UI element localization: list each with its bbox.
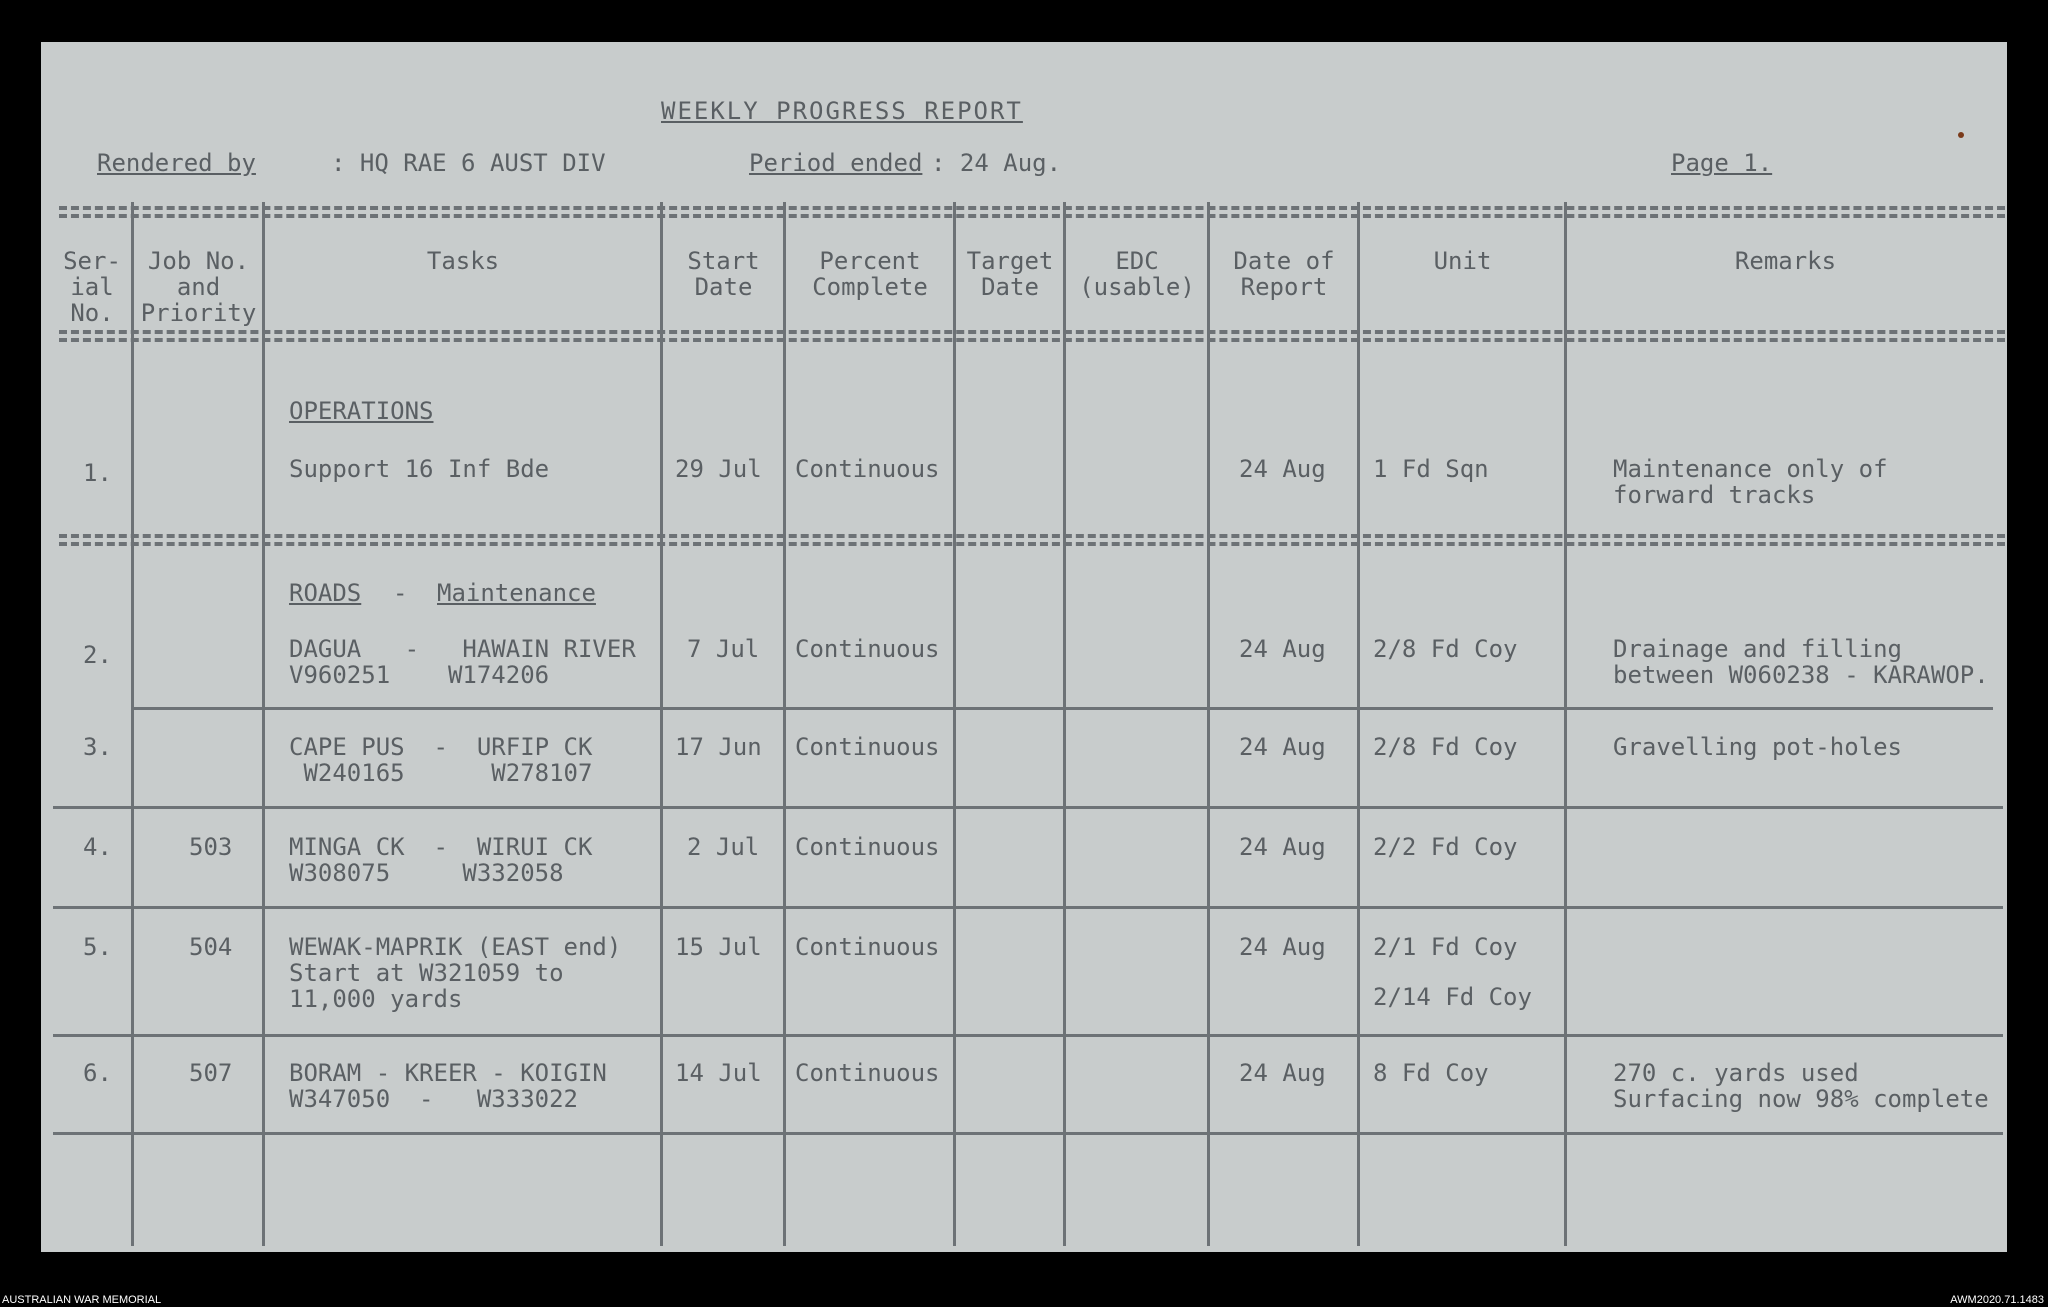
row-3-task: CAPE PUS - URFIP CK W240165 W278107 (289, 733, 593, 787)
column-header-date-of-report: Date of Report (1233, 247, 1335, 301)
row-5-unit-2: 2/14 Fd Coy (1373, 983, 1532, 1011)
row-1-start-date: 29 Jul (675, 455, 762, 483)
row-1-unit: 1 Fd Sqn (1373, 455, 1489, 483)
section-rule (59, 534, 2005, 546)
column-rule (660, 202, 663, 1246)
row-5-job: 504 (189, 933, 233, 961)
row-5-task: WEWAK-MAPRIK (EAST end) Start at W321059 to 11,000 yards (289, 933, 622, 1013)
column-header-remarks: Remarks (1734, 247, 1837, 275)
period-ended-value: : 24 Aug. (931, 149, 1062, 177)
row-1-serial: 1. (83, 459, 112, 487)
row-1-remarks: Maintenance only of forward tracks (1613, 455, 1888, 509)
column-rule (1357, 202, 1360, 1246)
row-2-percent: Continuous (795, 635, 940, 663)
column-rule (1207, 202, 1210, 1246)
row-4-job: 503 (189, 833, 233, 861)
row-5-percent: Continuous (795, 933, 940, 961)
column-header-tasks: Tasks (426, 247, 500, 275)
column-header-percent: Percent Complete (812, 247, 928, 301)
row-2-report-date: 24 Aug (1239, 635, 1326, 663)
column-header-serial: Ser- ial No. (63, 247, 121, 327)
column-header-unit: Unit (1433, 247, 1492, 275)
column-rule (953, 202, 956, 1246)
archive-reference: AWM2020.71.1483 (1950, 1294, 2044, 1306)
row-4-percent: Continuous (795, 833, 940, 861)
column-header-target-date: Target Date (966, 247, 1054, 301)
section-operations: OPERATIONS (289, 397, 434, 425)
row-rule (53, 1132, 2003, 1135)
row-2-task: DAGUA - HAWAIN RIVER V960251 W174206 (289, 635, 636, 689)
row-3-start-date: 17 Jun (675, 733, 762, 761)
archive-credit: AUSTRALIAN WAR MEMORIAL (2, 1294, 162, 1306)
column-rule (1063, 202, 1066, 1246)
row-6-remarks: 270 c. yards used Surfacing now 98% complete (1613, 1059, 1989, 1113)
row-6-percent: Continuous (795, 1059, 940, 1087)
row-3-percent: Continuous (795, 733, 940, 761)
row-3-remarks: Gravelling pot-holes (1613, 733, 1902, 761)
column-header-start-date: Start Date (687, 247, 760, 301)
row-4-report-date: 24 Aug (1239, 833, 1326, 861)
page-number: Page 1. (1671, 149, 1773, 177)
row-4-start-date: 2 Jul (687, 833, 760, 861)
row-2-remarks: Drainage and filling between W060238 - KARAWOP. (1613, 635, 1989, 689)
row-6-task: BORAM - KREER - KOIGIN W347050 - W333022 (289, 1059, 607, 1113)
row-2-start-date: 7 Jul (687, 635, 760, 663)
row-3-unit: 2/8 Fd Coy (1373, 733, 1518, 761)
row-5-start-date: 15 Jul (675, 933, 762, 961)
row-3-report-date: 24 Aug (1239, 733, 1326, 761)
row-4-unit: 2/2 Fd Coy (1373, 833, 1518, 861)
row-6-report-date: 24 Aug (1239, 1059, 1326, 1087)
row-4-task: MINGA CK - WIRUI CK W308075 W332058 (289, 833, 593, 887)
column-rule (262, 202, 265, 1246)
paper-mark (1958, 132, 1964, 138)
row-rule (53, 806, 2003, 809)
column-rule (131, 202, 134, 1246)
section-roads: ROADS (289, 579, 362, 607)
row-1-task: Support 16 Inf Bde (289, 455, 550, 483)
document-page (41, 42, 2007, 1252)
row-1-report-date: 24 Aug (1239, 455, 1326, 483)
row-6-serial: 6. (83, 1059, 112, 1087)
row-6-start-date: 14 Jul (675, 1059, 762, 1087)
section-dash: - (393, 579, 408, 607)
header-top-rule (59, 206, 2005, 218)
rendered-by-value: : HQ RAE 6 AUST DIV (331, 149, 606, 177)
row-5-unit: 2/1 Fd Coy (1373, 933, 1518, 961)
column-header-edc: EDC (usable) (1079, 247, 1195, 301)
row-1-percent: Continuous (795, 455, 940, 483)
row-5-report-date: 24 Aug (1239, 933, 1326, 961)
header-bottom-rule (59, 330, 2005, 342)
row-2-unit: 2/8 Fd Coy (1373, 635, 1518, 663)
row-6-job: 507 (189, 1059, 233, 1087)
column-rule (783, 202, 786, 1246)
period-ended-label: Period ended (749, 149, 923, 177)
row-4-serial: 4. (83, 833, 112, 861)
row-5-serial: 5. (83, 933, 112, 961)
row-rule (53, 1034, 2003, 1037)
row-2-serial: 2. (83, 641, 112, 669)
rendered-by-label: Rendered by (97, 149, 256, 177)
row-3-serial: 3. (83, 733, 112, 761)
column-header-job: Job No. and Priority (140, 247, 257, 327)
row-rule (53, 906, 2003, 909)
column-rule (1564, 202, 1567, 1246)
report-title: WEEKLY PROGRESS REPORT (661, 97, 1023, 125)
row-6-unit: 8 Fd Coy (1373, 1059, 1489, 1087)
section-maintenance: Maintenance (437, 579, 596, 607)
